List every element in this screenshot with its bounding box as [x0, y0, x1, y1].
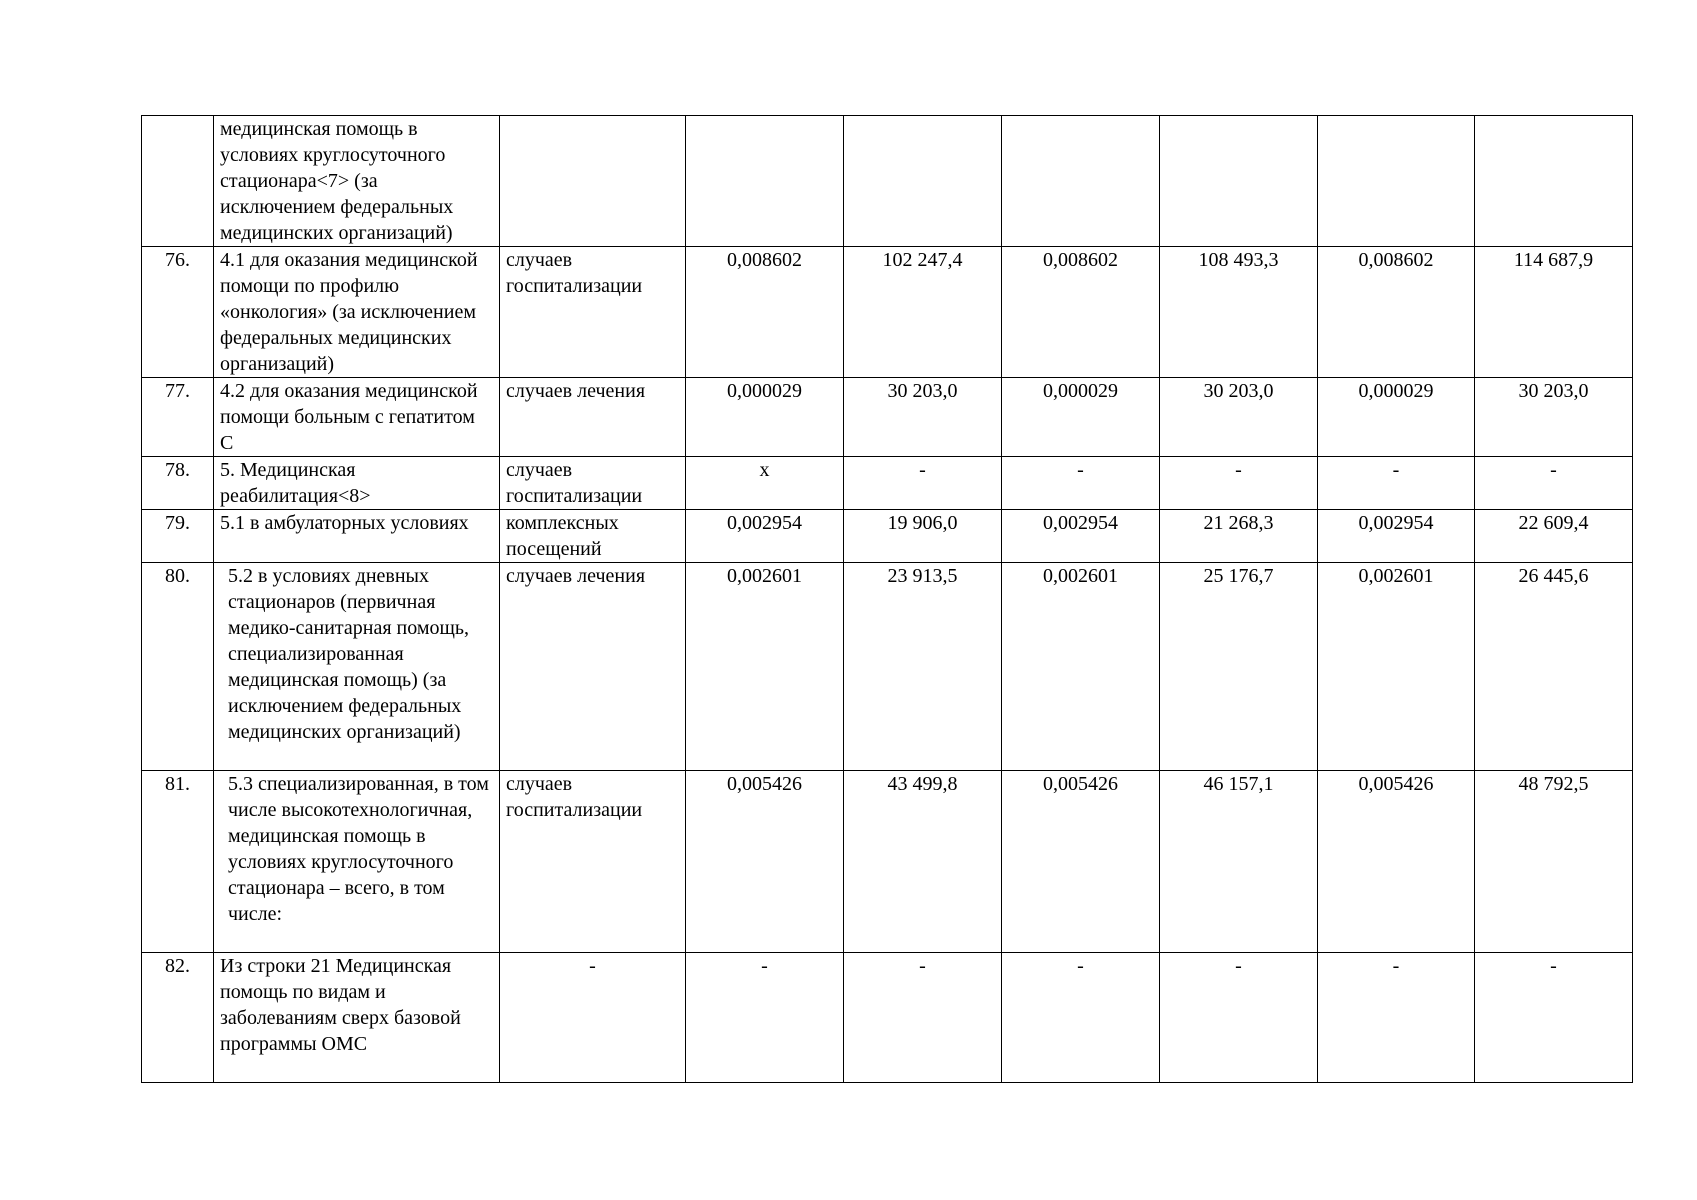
cell-value: - [1160, 953, 1318, 1083]
cell-value: - [1475, 953, 1633, 1083]
row-number: 80. [142, 563, 214, 771]
cell-value: 30 203,0 [844, 378, 1002, 457]
cell-value: 114 687,9 [1475, 247, 1633, 378]
table-row [142, 953, 1633, 1083]
cell-value: 0,008602 [1318, 247, 1475, 378]
cell-value [1475, 116, 1633, 247]
cell-value: 0,005426 [1318, 771, 1475, 953]
row-unit [500, 116, 686, 247]
cell-value: 102 247,4 [844, 247, 1002, 378]
cell-value: 22 609,4 [1475, 510, 1633, 563]
cell-value: 0,000029 [1318, 378, 1475, 457]
cell-value: 23 913,5 [844, 563, 1002, 771]
cell-value: 0,002601 [1002, 563, 1160, 771]
cell-value: 0,002954 [686, 510, 844, 563]
table-row [142, 457, 1633, 510]
cell-value: 0,002954 [1002, 510, 1160, 563]
cell-value: - [1002, 457, 1160, 510]
row-number: 82. [142, 953, 214, 1083]
cell-value: 0,008602 [1002, 247, 1160, 378]
cell-value: 19 906,0 [844, 510, 1002, 563]
cell-value: - [1160, 457, 1318, 510]
cell-value [686, 116, 844, 247]
cell-value: 0,000029 [1002, 378, 1160, 457]
row-unit: случаев лечения [500, 378, 686, 457]
table-row [142, 563, 1633, 771]
row-name: 5.2 в условиях дневных стационаров (первичная медико-санитарная помощь, специализированная медицинская помощь) (за исключением федеральных медицинских организаций) [214, 563, 500, 771]
table-row [142, 378, 1633, 457]
cell-value: 26 445,6 [1475, 563, 1633, 771]
cell-value: 108 493,3 [1160, 247, 1318, 378]
row-unit: случаев госпитализации [500, 771, 686, 953]
row-name: 4.1 для оказания медицинской помощи по профилю «онкология» (за исключением федеральных медицинских организаций) [214, 247, 500, 378]
table-row [142, 771, 1633, 953]
row-name: Из строки 21 Медицинская помощь по видам и заболеваниям сверх базовой программы ОМС [214, 953, 500, 1083]
row-number: 81. [142, 771, 214, 953]
cell-value: 46 157,1 [1160, 771, 1318, 953]
cell-value [1002, 116, 1160, 247]
cell-value: 0,002601 [1318, 563, 1475, 771]
cell-value: - [686, 953, 844, 1083]
cell-value: 30 203,0 [1475, 378, 1633, 457]
row-name: 5.3 специализированная, в том числе высокотехнологичная, медицинская помощь в условиях круглосуточного стационара – всего, в том числе: [214, 771, 500, 953]
table-row [142, 247, 1633, 378]
row-number: 76. [142, 247, 214, 378]
row-unit: случаев лечения [500, 563, 686, 771]
data-table [141, 115, 1633, 1083]
cell-value: 43 499,8 [844, 771, 1002, 953]
cell-value: 0,005426 [686, 771, 844, 953]
row-unit: случаев госпитализации [500, 457, 686, 510]
row-unit: - [500, 953, 686, 1083]
row-unit: комплексных посещений [500, 510, 686, 563]
cell-value: - [844, 457, 1002, 510]
cell-value: 0,008602 [686, 247, 844, 378]
cell-value [1318, 116, 1475, 247]
table-row [142, 510, 1633, 563]
cell-value [1160, 116, 1318, 247]
row-name: 4.2 для оказания медицинской помощи больным с гепатитом С [214, 378, 500, 457]
cell-value: - [1002, 953, 1160, 1083]
cell-value [844, 116, 1002, 247]
row-number [142, 116, 214, 247]
cell-value: 48 792,5 [1475, 771, 1633, 953]
row-name: 5. Медицинская реабилитация<8> [214, 457, 500, 510]
row-number: 78. [142, 457, 214, 510]
cell-value: - [1318, 457, 1475, 510]
cell-value: - [844, 953, 1002, 1083]
row-name: медицинская помощь в условиях круглосуточного стационара<7> (за исключением федеральных медицинских организаций) [214, 116, 500, 247]
cell-value: 30 203,0 [1160, 378, 1318, 457]
row-number: 79. [142, 510, 214, 563]
cell-value: 25 176,7 [1160, 563, 1318, 771]
row-unit: случаев госпитализации [500, 247, 686, 378]
cell-value: х [686, 457, 844, 510]
cell-value: 0,002954 [1318, 510, 1475, 563]
cell-value: 0,000029 [686, 378, 844, 457]
row-number: 77. [142, 378, 214, 457]
table-row [142, 116, 1633, 247]
cell-value: 0,002601 [686, 563, 844, 771]
cell-value: 21 268,3 [1160, 510, 1318, 563]
cell-value: - [1318, 953, 1475, 1083]
cell-value: 0,005426 [1002, 771, 1160, 953]
cell-value: - [1475, 457, 1633, 510]
row-name: 5.1 в амбулаторных условиях [214, 510, 500, 563]
